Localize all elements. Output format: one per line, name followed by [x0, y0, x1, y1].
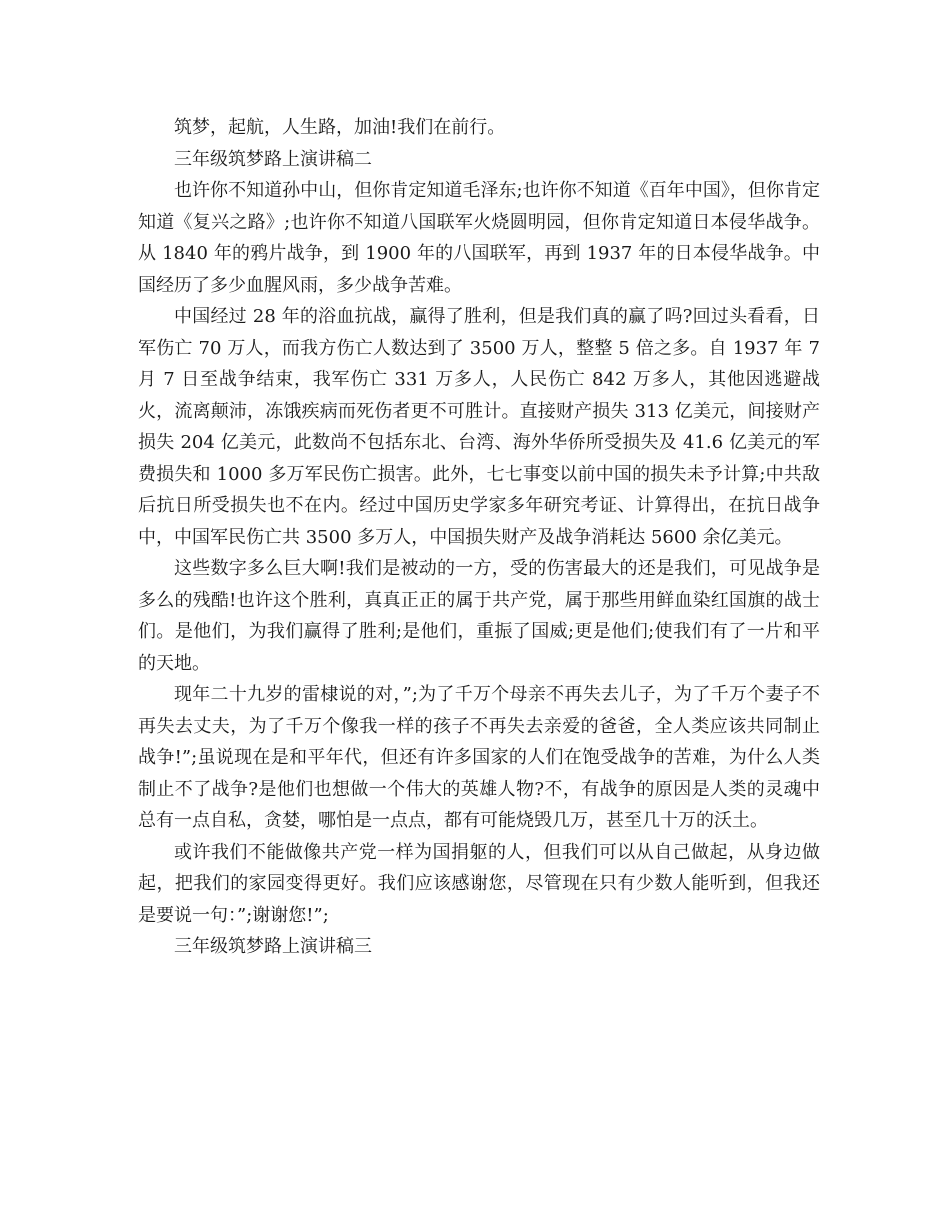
paragraph-stop-war: 现年二十九岁的雷棣说的对，”;为了千万个母亲不再失去儿子，为了千万个妻子不再失去丈夫，为了千万个像我一样的孩子不再失去亲爱的爸爸，全人类应该共同制止战争!”;虽说现在是和平年代，但还有许多国家的人们在饱受战争的苦难，为什么人类制止不了战争?是他们也想做一个伟大的英雄人物?不，有战争的原因是人类的灵魂中总有一点自私，贪婪，哪怕是一点点，都有可能烧毁几万，甚至几十万的沃土。 — [138, 684, 820, 831]
section-heading-speech-two: 三年级筑梦路上演讲稿二 — [174, 148, 372, 170]
paragraph-war-casualties: 中国经过 28 年的浴血抗战，赢得了胜利，但是我们真的赢了吗?回过头看看，日军伤亡 70 万人，而我方伤亡人数达到了 3500 万人，整整 5 倍之多。自 1937 年 7 月 7 日至战争结束，我军伤亡 331 万多人，人民伤亡 842 万多人，其他因逃避战火，流离颠沛，冻饿疾病而死伤者更不可胜计。直接财产损失 313 亿美元，间接财产损失 204 亿美元，此数尚不包括东北、台湾、海外华侨所受损失及 41.6 亿美元的军费损失和 1000 多万军民伤亡损害。此外，七七事变以前中国的损失未予计算;中共敌后抗日所受损失也不在内。经过中国历史学家多年研究考证、计算得出，在抗日战争中，中国军民伤亡共 3500 多万人，中国损失财产及战争消耗达 5600 余亿美元。 — [138, 306, 826, 548]
paragraph-war-cruelty: 这些数字多么巨大啊!我们是被动的一方，受的伤害最大的还是我们，可见战争是多么的残酷!也许这个胜利，真真正正的属于共产党，属于那些用鲜血染红国旗的战士们。是他们，为我们赢得了胜利;是他们，重振了国威;更是他们;使我们有了一片和平的天地。 — [138, 558, 820, 674]
paragraph-thanks: 或许我们不能做像共产党一样为国捐躯的人，但我们可以从自己做起，从身边做起，把我们的家园变得更好。我们应该感谢您，尽管现在只有少数人能听到，但我还是要说一句：”;谢谢您!”; — [138, 841, 820, 926]
section-heading-speech-three: 三年级筑梦路上演讲稿三 — [174, 936, 372, 957]
document-body — [138, 112, 826, 963]
paragraph-intro-history: 也许你不知道孙中山，但你肯定知道毛泽东;也许你不知道《百年中国》，但你肯定知道《复兴之路》;也许你不知道八国联军火烧圆明园，但你肯定知道日本侵华战争。从 1840 年的鸦片战争，到 1900 年的八国联军，再到 1937 年的日本侵华战争。中国经历了多少血腥风雨，多少战争苦难。 — [138, 180, 820, 296]
paragraph-closing-line: 筑梦，起航，人生路，加油!我们在前行。 — [174, 117, 506, 138]
